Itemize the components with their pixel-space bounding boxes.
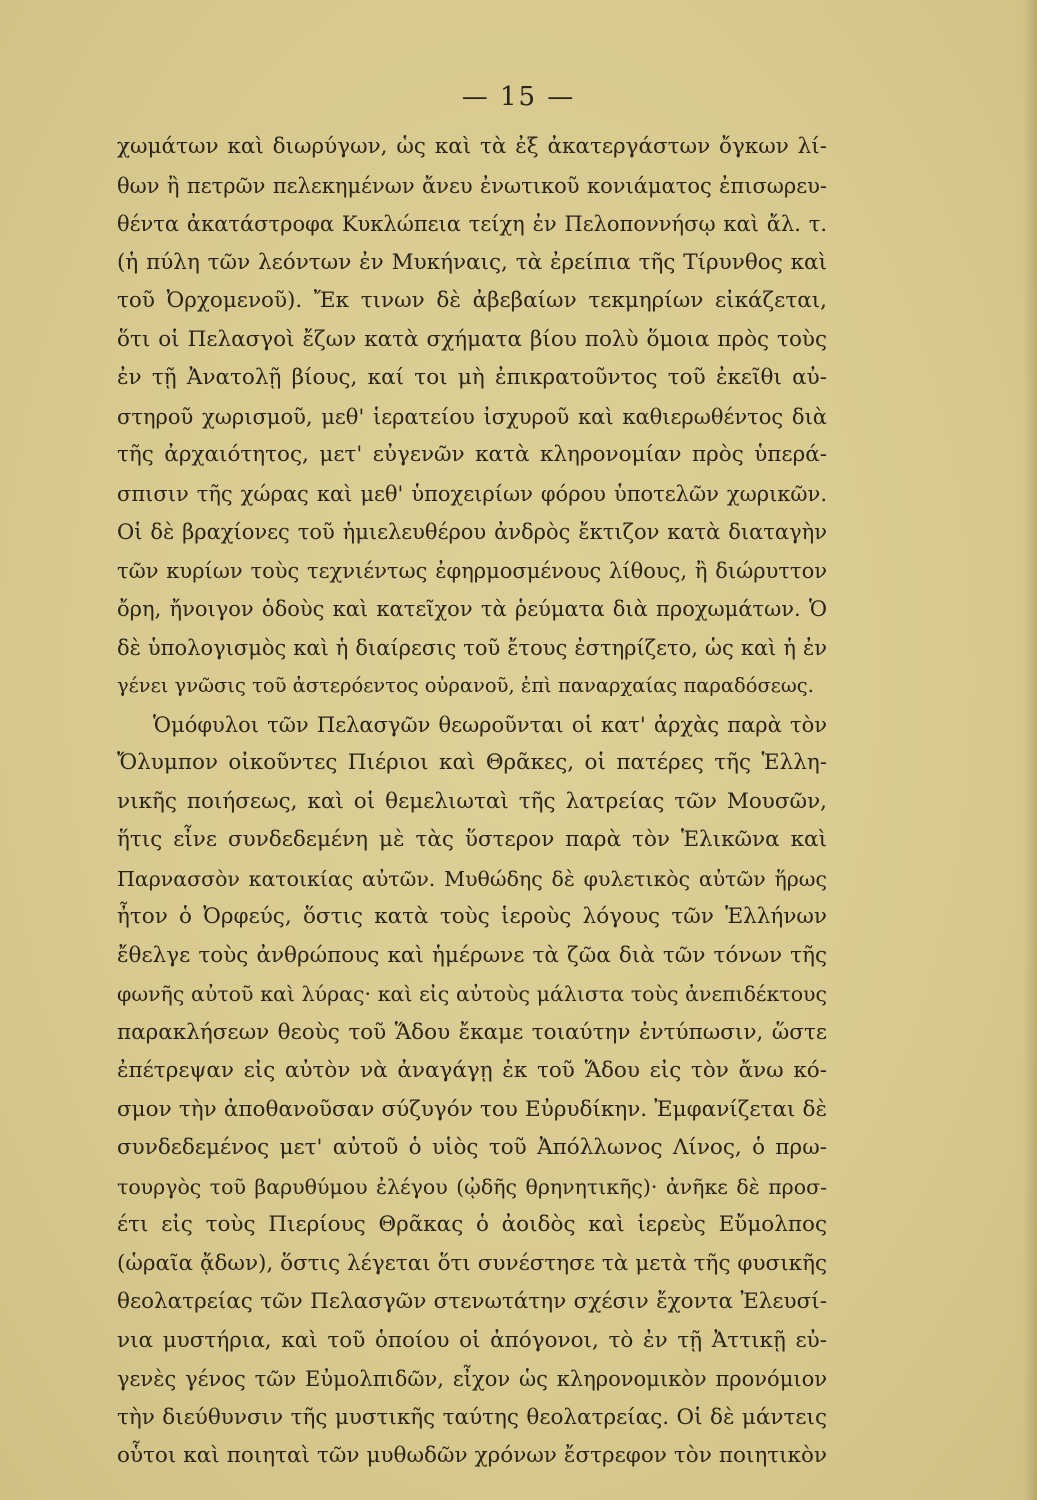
text-line: θέντα ἀκατάστροφα Κυκλώπεια τείχη ἐν Πελοποννήσῳ καὶ ἄλ. τ.: [117, 212, 827, 236]
text-line: σπισιν τῆς χώρας καὶ μεθ' ὑποχειρίων φόρου ὑποτελῶν χωρικῶν.: [117, 481, 827, 506]
text-line: Ὁμόφυλοι τῶν Πελασγῶν θεωροῦνται οἱ κατ' ἀρχὰς παρὰ τὸν: [153, 712, 827, 737]
text-line: στηροῦ χωρισμοῦ, μεθ' ἱερατείου ἰσχυροῦ καὶ καθιερωθέντος διὰ: [117, 404, 827, 429]
text-line: φωνῆς αὐτοῦ καὶ λύρας· καὶ εἰς αὐτοὺς μάλιστα τοὺς ἀνεπιδέκτους: [117, 982, 827, 1006]
text-line: θεολατρείας τῶν Πελασγῶν στενωτάτην σχέσιν ἔχοντα Ἐλευσί-: [117, 1289, 827, 1314]
text-line: τὴν διεύθυνσιν τῆς μυστικῆς ταύτης θεολατρείας. Οἱ δὲ μάντεις: [117, 1404, 827, 1430]
text-line: παρακλήσεων θεοὺς τοῦ Ἅδου ἔκαμε τοιαύτην ἐντύπωσιν, ὥστε: [117, 1019, 827, 1045]
text-line: σμον τὴν ἀποθανοῦσαν σύζυγόν του Εὐρυδίκην. Ἐμφανίζεται δὲ: [117, 1096, 827, 1122]
body-text: [117, 128, 827, 1476]
text-line: Ὄλυμπον οἰκοῦντες Πιέριοι καὶ Θρᾶκες, οἱ πατέρες τῆς Ἑλλη-: [117, 750, 827, 775]
text-line: ἐπέτρεψαν εἰς αὐτὸν νὰ ἀναγάγῃ ἐκ τοῦ Ἅδου εἰς τὸν ἄνω κό-: [117, 1058, 827, 1083]
text-line: νικῆς ποιήσεως, καὶ οἱ θεμελιωταὶ τῆς λατρείας τῶν Μουσῶν,: [117, 788, 827, 814]
text-line: χωμάτων καὶ διωρύγων, ὡς καὶ τὰ ἐξ ἀκατεργάστων ὄγκων λί-: [117, 134, 827, 159]
text-line: οὗτοι καὶ ποιηταὶ τῶν μυθωδῶν χρόνων ἔστρεφον τὸν ποιητικὸν: [117, 1443, 827, 1468]
text-line: τῶν κυρίων τοὺς τεχνιέντως ἐφηρμοσμένους λίθους, ἢ διώρυττον: [117, 558, 827, 583]
text-line: (ὡραῖα ᾄδων), ὅστις λέγεται ὅτι συνέστησε τὰ μετὰ τῆς φυσικῆς: [117, 1250, 827, 1276]
text-line: ὄρη, ἤνοιγον ὁδοὺς καὶ κατεῖχον τὰ ῥεύματα διὰ προχωμάτων. Ὁ: [117, 597, 827, 621]
page-number: — 15 —: [461, 82, 576, 112]
text-line: ὅτι οἱ Πελασγοὶ ἔζων κατὰ σχήματα βίου πολὺ ὅμοια πρὸς τοὺς: [117, 326, 827, 352]
text-line: τοῦ Ὀρχομενοῦ). Ἔκ τινων δὲ ἀβεβαίων τεκμηρίων εἰκάζεται,: [117, 288, 827, 313]
text-line: τῆς ἀρχαιότητος, μετ' εὐγενῶν κατὰ κληρονομίαν πρὸς ὑπερά-: [117, 442, 827, 467]
text-line: νια μυστήρια, καὶ τοῦ ὁποίου οἱ ἀπόγονοι, τὸ ἐν τῇ Ἀττικῇ εὐ-: [117, 1327, 827, 1353]
text-line: συνδεδεμένος μετ' αὐτοῦ ὁ υἱὸς τοῦ Ἀπόλλωνος Λίνος, ὁ πρω-: [117, 1135, 827, 1160]
text-line: ἦτον ὁ Ὀρφεύς, ὅστις κατὰ τοὺς ἱεροὺς λόγους τῶν Ἑλλήνων: [117, 904, 827, 929]
text-line: (ἡ πύλη τῶν λεόντων ἐν Μυκήναις, τὰ ἐρείπια τῆς Τίρυνθος καὶ: [117, 249, 827, 275]
text-line: ἥτις εἶνε συνδεδεμένη μὲ τὰς ὕστερον παρὰ τὸν Ἑλικῶνα καὶ: [117, 827, 827, 852]
text-line: Παρνασσὸν κατοικίας αὐτῶν. Μυθώδης δὲ φυλετικὸς αὐτῶν ἥρως: [117, 866, 827, 891]
page-edge-shadow: [1023, 0, 1037, 1500]
text-line: Οἱ δὲ βραχίονες τοῦ ἡμιελευθέρου ἀνδρὸς ἔκτιζον κατὰ διαταγὴν: [117, 520, 827, 544]
text-line: ἔθελγε τοὺς ἀνθρώπους καὶ ἡμέρωνε τὰ ζῶα διὰ τῶν τόνων τῆς: [117, 942, 827, 968]
text-line: έτι εἰς τοὺς Πιερίους Θρᾶκας ὁ ἀοιδὸς καὶ ἱερεὺς Εὔμολπος: [117, 1212, 827, 1237]
text-line: δὲ ὑπολογισμὸς καὶ ἡ διαίρεσις τοῦ ἔτους ἐστηρίζετο, ὡς καὶ ἡ ἐν: [117, 635, 827, 660]
text-line: ἐν τῇ Ἀνατολῇ βίους, καί τοι μὴ ἐπικρατοῦντος τοῦ ἐκεῖθι αὐ-: [117, 365, 827, 390]
text-line: γένει γνῶσις τοῦ ἀστερόεντος οὐρανοῦ, ἐπὶ παναρχαίας παραδόσεως.: [117, 674, 814, 697]
text-line: γενὲς γένος τῶν Εὐμολπιδῶν, εἶχον ὡς κληρονομικὸν προνόμιον: [117, 1367, 827, 1391]
text-line: θων ἢ πετρῶν πελεκημένων ἄνευ ἐνωτικοῦ κονιάματος ἐπισωρευ-: [117, 173, 827, 198]
text-line: τουργὸς τοῦ βαρυθύμου ἐλέγου (ᾠδῆς θρηνητικῆς)· ἀνῆκε δὲ προσ-: [117, 1174, 827, 1199]
